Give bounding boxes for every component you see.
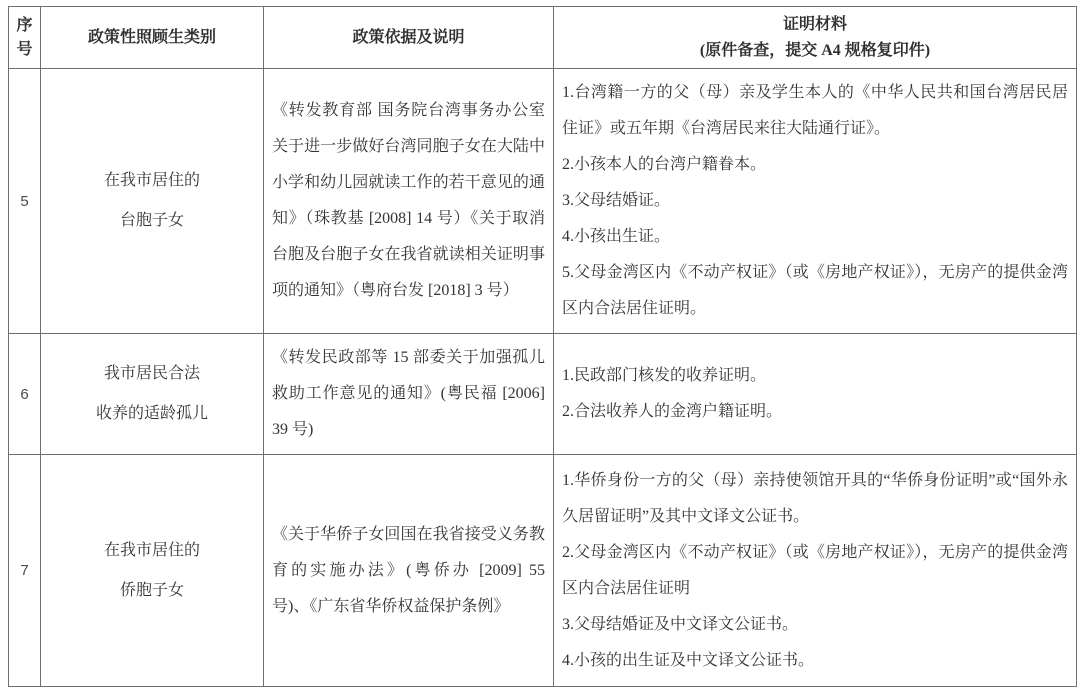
material-item: 5.父母金湾区内《不动产权证》（或《房地产权证》），无房产的提供金湾区内合法居住证明。 <box>562 264 1068 317</box>
proof-materials-cell <box>554 455 1077 687</box>
header-policy-basis: 政策依据及说明 <box>264 7 554 69</box>
proof-materials-cell <box>554 334 1077 455</box>
category-line: 我市居民合法 <box>103 365 200 382</box>
header-proof-materials-title: 证明材料 <box>782 15 847 33</box>
header-category: 政策性照顾生类别 <box>41 7 264 69</box>
material-item: 3.父母结婚证。 <box>562 192 671 209</box>
category-line: 收养的适龄孤儿 <box>95 405 208 422</box>
material-item: 2.合法收养人的金湾户籍证明。 <box>562 403 783 420</box>
category-cell <box>41 455 264 687</box>
category-cell <box>41 334 264 455</box>
category-cell <box>41 69 264 334</box>
category-line: 在我市居住的 <box>103 172 200 189</box>
policy-basis-cell: 《转发教育部 国务院台湾事务办公室关于进一步做好台湾同胞子女在大陆中小学和幼儿园就读工作的若干意见的通知》（珠教基 [2008] 14 号）《关于取消台胞及台胞子女在我省就读相关证明事项的通知》（粤府台发 [2018] 3 号） <box>264 69 554 334</box>
table-row-7 <box>9 455 1077 687</box>
material-item: 1.华侨身份一方的父（母）亲持使领馆开具的“华侨身份证明”或“国外永久居留证明”及其中文译文公证书。 <box>562 471 1068 525</box>
material-item: 2.父母金湾区内《不动产权证》（或《房地产权证》），无房产的提供金湾区内合法居住证明 <box>562 543 1068 597</box>
header-serial-number: 序号 <box>9 7 41 69</box>
material-item: 1.台湾籍一方的父（母）亲及学生本人的《中华人民共和国台湾居民居住证》或五年期《台湾居民来往大陆通行证》。 <box>562 84 1068 137</box>
material-item: 4.小孩的出生证及中文译文公证书。 <box>562 651 815 669</box>
policy-basis-cell: 《转发民政部等 15 部委关于加强孤儿救助工作意见的通知》(粤民福 [2006] 39 号) <box>264 334 554 455</box>
policy-care-students-table <box>8 6 1077 687</box>
table-row-6 <box>9 334 1077 455</box>
serial-number-cell: 6 <box>9 334 41 455</box>
header-proof-materials <box>554 7 1077 69</box>
proof-materials-cell <box>554 69 1077 334</box>
header-row <box>9 7 1077 69</box>
category-line: 侨胞子女 <box>119 581 184 599</box>
category-line: 台胞子女 <box>119 212 184 229</box>
material-item: 2.小孩本人的台湾户籍眷本。 <box>562 156 767 173</box>
material-item: 4.小孩出生证。 <box>562 228 671 245</box>
material-item: 1.民政部门核发的收养证明。 <box>562 367 767 384</box>
serial-number-cell: 7 <box>9 455 41 687</box>
category-line: 在我市居住的 <box>103 541 200 559</box>
material-item: 3.父母结婚证及中文译文公证书。 <box>562 615 799 633</box>
policy-basis-cell: 《关于华侨子女回国在我省接受义务教育的实施办法》(粤侨办 [2009] 55 号)、《广东省华侨权益保护条例》 <box>264 455 554 687</box>
serial-number-cell: 5 <box>9 69 41 334</box>
table-row-5 <box>9 69 1077 334</box>
header-proof-materials-subtitle: (原件备查，提交 A4 规格复印件) <box>699 41 931 59</box>
